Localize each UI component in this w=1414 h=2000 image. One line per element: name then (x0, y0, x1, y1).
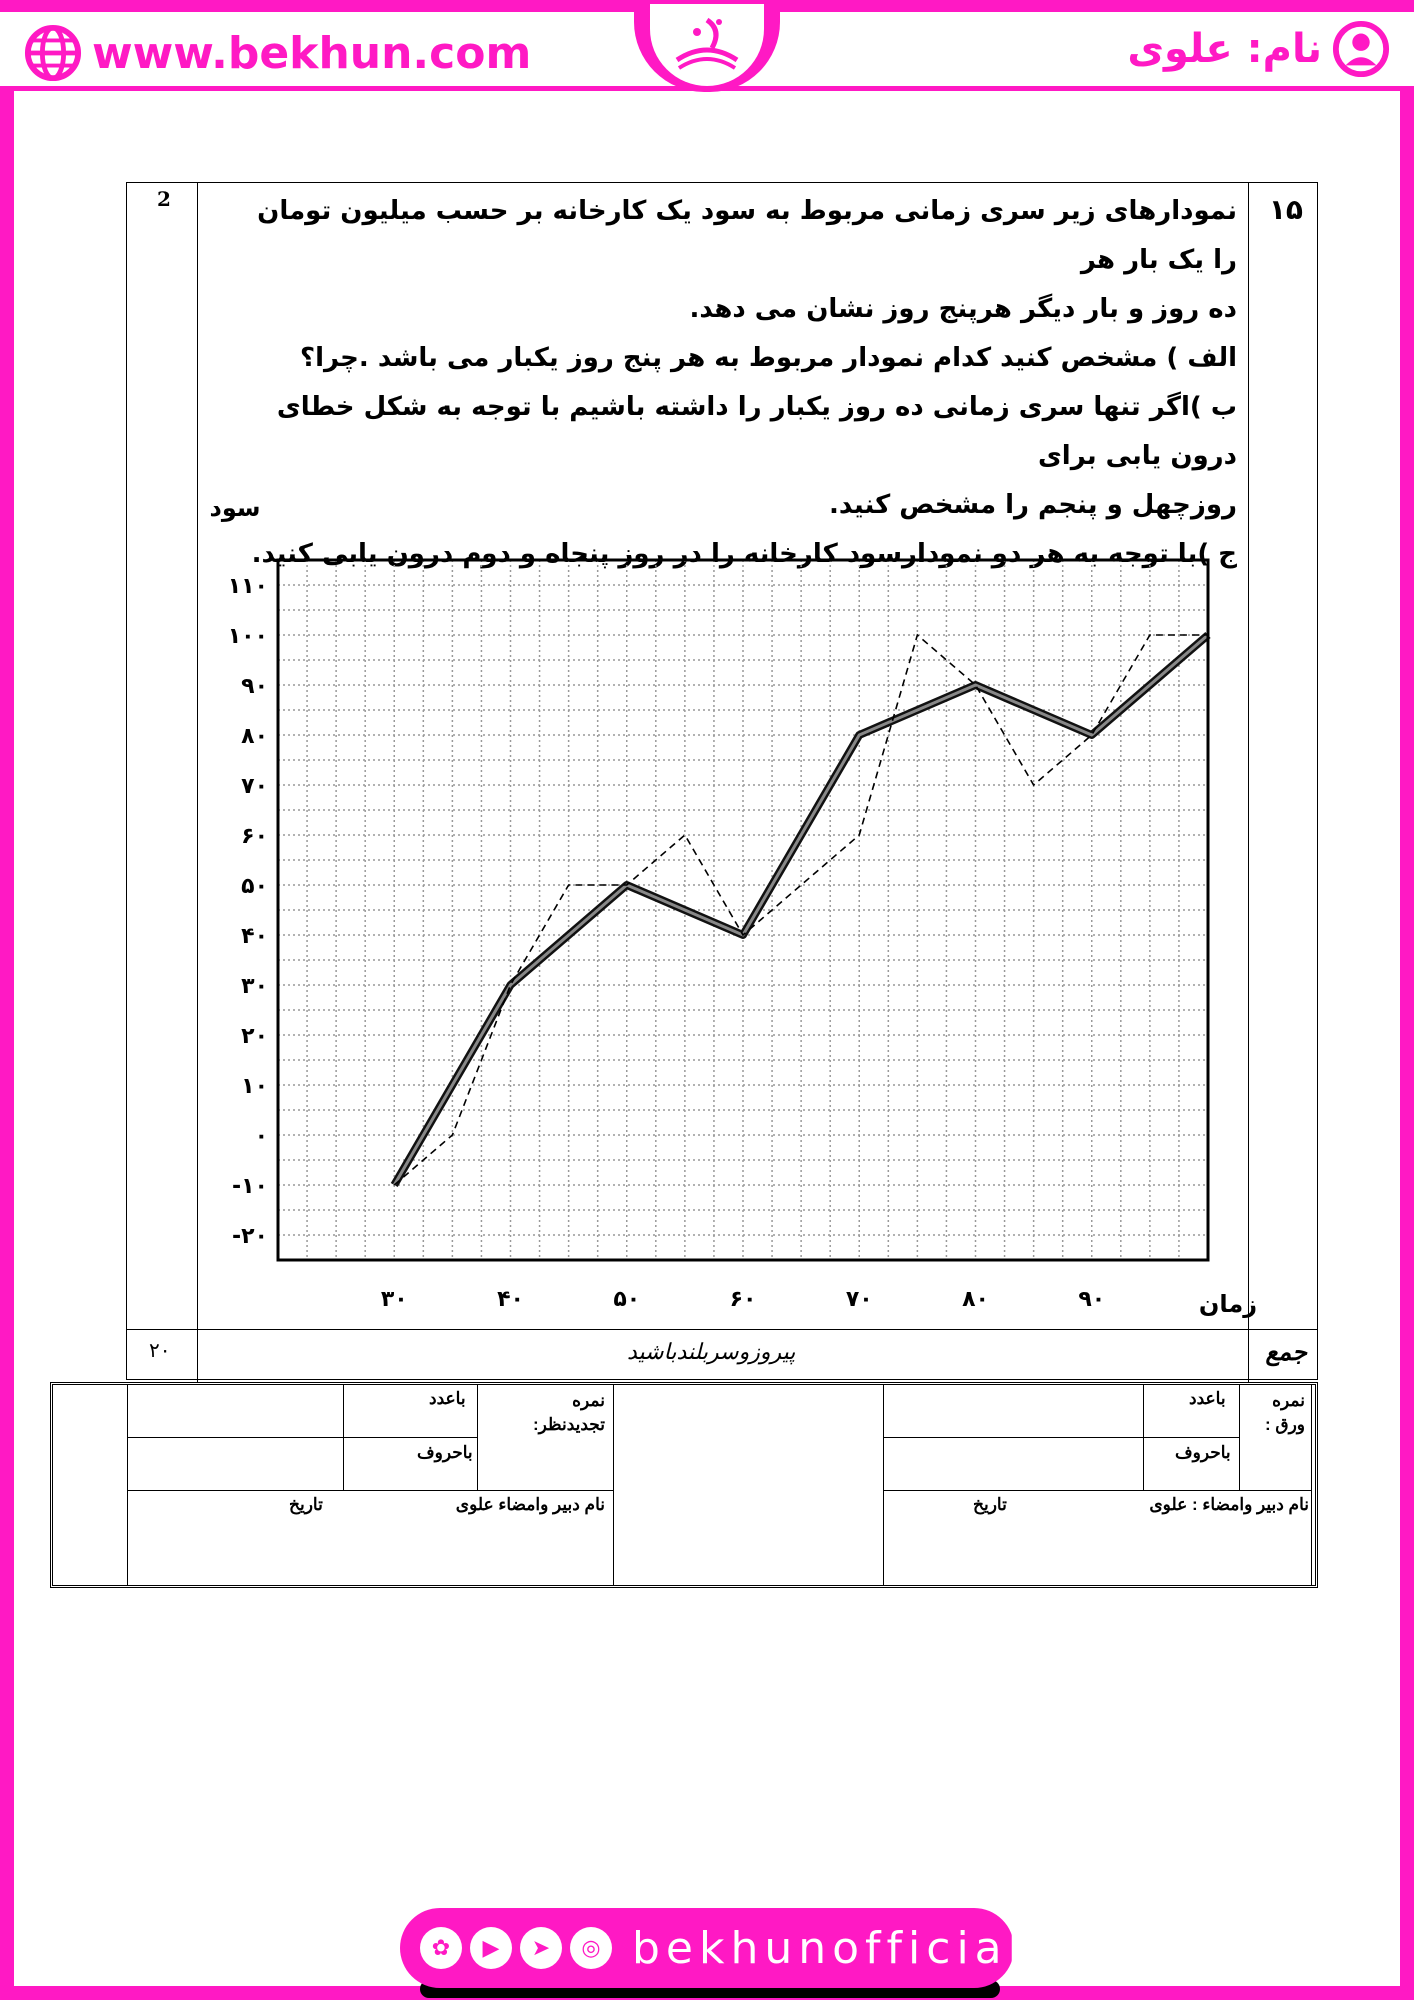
question-number: ۱۵ (1268, 193, 1303, 226)
motto-text: پیروزوسربلندباشید (627, 1340, 796, 1365)
sheet-date: تاریخ (973, 1495, 1007, 1514)
y-tick-label: ۱۰ (241, 1074, 268, 1099)
sheet-grade-letters: باحروف (1175, 1443, 1231, 1462)
y-tick-label: ۷۰ (241, 774, 268, 799)
question-line: ب )اگر تنها سری زمانی ده روز یکبار را داشته باشیم با توجه به شکل خطای درون یابی برای (276, 392, 1237, 471)
sum-divider (197, 1330, 198, 1382)
instagram-icon[interactable]: ◎ (570, 1927, 612, 1969)
sheet-grade-digits: باعدد (1189, 1389, 1226, 1408)
review-grade-title: نمره تجدیدنظر: (532, 1391, 605, 1434)
y-tick-label: ۹۰ (241, 674, 268, 699)
sheet-teacher-sign: نام دبیر وامضاء : علوی (1149, 1495, 1309, 1514)
review-teacher-sign: نام دبیر وامضاء علوی (455, 1495, 605, 1514)
student-name (1127, 20, 1390, 78)
y-tick-label: ۱۰۰ (227, 624, 268, 649)
x-tick-label: ۹۰ (1078, 1287, 1106, 1312)
x-tick-label: ۴۰ (497, 1287, 524, 1312)
y-tick-label: ۶۰ (241, 824, 268, 849)
question-score: 2 (157, 187, 171, 211)
sheet-grade-title: نمره ورق : (1265, 1391, 1305, 1434)
y-tick-label: ۰ (254, 1124, 268, 1149)
youtube-icon[interactable]: ▶ (470, 1927, 512, 1969)
chart-svg (190, 480, 1258, 1318)
x-tick-label: ۶۰ (729, 1287, 757, 1312)
aparat-icon[interactable]: ✿ (420, 1927, 462, 1969)
sum-divider (1248, 1330, 1249, 1382)
logo (650, 4, 764, 86)
y-tick-label: ۴۰ (241, 924, 268, 949)
question-line: ج )با توجه به هر دو نمودارسود کارخانه را در روز پنجاه و دوم درون یابی کنید. (251, 539, 1237, 569)
y-tick-label: ۳۰ (241, 974, 268, 999)
number-column (1248, 183, 1317, 1329)
telegram-icon[interactable]: ➤ (520, 1927, 562, 1969)
y-tick-label: ۸۰ (241, 724, 268, 749)
book-logo-icon (667, 10, 747, 80)
profit-chart (190, 480, 1258, 1318)
x-axis-label: زمان (1198, 1290, 1258, 1318)
question-line: روزچهل و پنجم را مشخص کنید. (828, 490, 1237, 520)
question-line: الف ) مشخص کنید کدام نمودار مربوط به هر پنج روز یکبار می باشد .چرا؟ (299, 343, 1237, 373)
user-icon (1332, 20, 1390, 78)
review-grade-digits: باعدد (429, 1389, 466, 1408)
grade-box (50, 1382, 1318, 1588)
y-axis-label: سود (209, 494, 261, 522)
y-tick-label: ۱۱۰ (227, 574, 268, 599)
social-links (420, 1918, 1026, 1978)
globe-icon (24, 24, 82, 82)
review-grade-letters: باحروف (417, 1443, 473, 1462)
review-date: تاریخ (289, 1495, 323, 1514)
y-tick-label: ۲۰ (241, 1024, 268, 1049)
sum-label: جمع (1265, 1338, 1307, 1366)
student-name-text: نام: علوی (1127, 26, 1322, 72)
total-score: ۲۰ (149, 1338, 171, 1362)
y-tick-label: ۵۰ (241, 874, 268, 899)
site-url-text: www.bekhun.com (92, 27, 532, 79)
social-handle[interactable]: bekhunofficial (632, 1922, 1026, 1974)
question-line: نمودارهای زیر سری زمانی مربوط به سود یک کارخانه بر حسب میلیون تومان را یک بار هر (257, 196, 1237, 275)
x-tick-label: ۳۰ (380, 1287, 408, 1312)
x-tick-label: ۵۰ (613, 1287, 641, 1312)
y-tick-label: -۱۰ (232, 1174, 268, 1199)
question-line: ده روز و بار دیگر هرپنج روز نشان می دهد. (689, 294, 1237, 324)
site-url[interactable] (24, 24, 531, 82)
sum-row (127, 1329, 1317, 1382)
x-tick-label: ۷۰ (845, 1287, 873, 1312)
score-column (127, 183, 198, 1329)
y-tick-label: -۲۰ (232, 1224, 268, 1249)
x-tick-label: ۸۰ (962, 1287, 989, 1312)
